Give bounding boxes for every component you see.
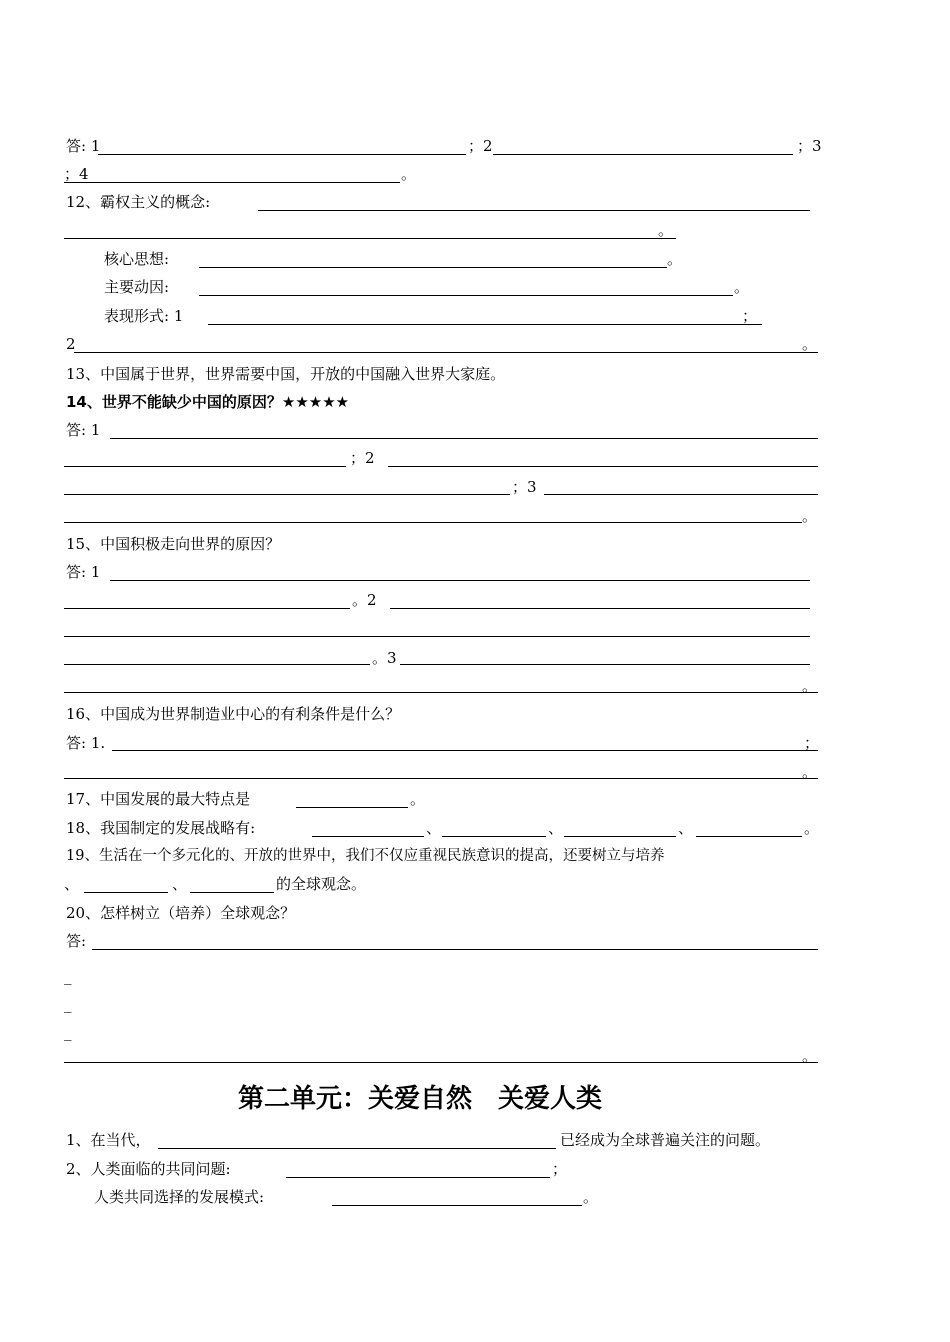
- answer-blank[interactable]: [258, 210, 810, 211]
- q20-title: 20、怎样树立（培养）全球观念？: [66, 904, 296, 922]
- answer-blank[interactable]: [286, 1177, 550, 1178]
- answer-blank[interactable]: [332, 1205, 582, 1206]
- answer-blank[interactable]: [199, 267, 667, 268]
- period: 。: [667, 250, 683, 268]
- q19-tail: 的全球观念。: [276, 875, 367, 893]
- q14-answer-label: 答: 1: [66, 421, 101, 439]
- answer-blank[interactable]: [98, 154, 466, 155]
- importance-stars: ★★★★★: [281, 393, 350, 411]
- answer-blank[interactable]: [64, 466, 346, 467]
- answer-blank[interactable]: [84, 892, 168, 893]
- u2-q2-mode-label: 人类共同选择的发展模式:: [94, 1188, 265, 1206]
- period: 。: [804, 819, 820, 837]
- period: 。: [401, 165, 417, 183]
- q11-answer-label: 答: 1: [66, 137, 101, 155]
- answer-blank[interactable]: [64, 182, 400, 183]
- period: 。: [802, 677, 818, 695]
- unit-heading: 第二单元：关爱自然 关爱人类: [238, 1084, 603, 1114]
- answer-blank[interactable]: [64, 522, 802, 523]
- period: 。: [802, 1047, 818, 1065]
- blank-marker: _: [64, 967, 72, 985]
- answer-blank[interactable]: [64, 664, 370, 665]
- separator: 、: [548, 819, 564, 837]
- answer-blank[interactable]: [564, 836, 676, 837]
- u2-q1-tail: 已经成为全球普遍关注的问题。: [560, 1131, 771, 1149]
- answer-blank[interactable]: [388, 466, 818, 467]
- answer-blank[interactable]: [400, 664, 810, 665]
- answer-blank[interactable]: [92, 949, 818, 950]
- separator: ；2: [468, 137, 493, 155]
- answer-blank[interactable]: [158, 1148, 556, 1149]
- q16-answer-label: 答: 1.: [66, 734, 106, 752]
- blank-marker: _: [64, 1023, 72, 1041]
- separator: ；: [804, 734, 820, 752]
- answer-blank[interactable]: [190, 892, 274, 893]
- q14-title: [66, 392, 349, 412]
- answer-blank[interactable]: [64, 692, 818, 693]
- period: 。: [802, 507, 818, 525]
- separator: 、: [64, 875, 80, 893]
- q14-title-text: 14、世界不能缺少中国的原因？: [66, 393, 282, 411]
- q12-forms-label: 表现形式: 1: [104, 307, 184, 325]
- q15-answer-label: 答: 1: [66, 563, 101, 581]
- answer-blank[interactable]: [74, 352, 818, 353]
- q12-title: 12、霸权主义的概念:: [66, 193, 211, 211]
- q15-title: 15、中国积极走向世界的原因？: [66, 535, 281, 553]
- separator: 。3: [372, 649, 397, 667]
- answer-blank[interactable]: [64, 636, 810, 637]
- separator: ；: [552, 1160, 568, 1178]
- q12-core-label: 核心思想:: [104, 250, 170, 268]
- answer-blank[interactable]: [64, 238, 676, 239]
- u2-q2-text: 2、人类面临的共同问题:: [66, 1160, 231, 1178]
- q16-title: 16、中国成为世界制造业中心的有利条件是什么？: [66, 705, 401, 723]
- u2-q1-text: 1、在当代，: [66, 1131, 151, 1149]
- q20-answer-label: 答:: [66, 932, 87, 950]
- separator: ；2: [350, 449, 375, 467]
- separator: 。2: [352, 591, 377, 609]
- separator: 、: [172, 875, 188, 893]
- separator: ；4: [64, 165, 89, 183]
- q17-text: 17、中国发展的最大特点是: [66, 790, 251, 808]
- q19-text: 19、生活在一个多元化的、开放的世界中，我们不仅应重视民族意识的提高，还要树立与培养: [66, 848, 665, 864]
- q12-motive-label: 主要动因:: [104, 278, 170, 296]
- answer-blank[interactable]: [696, 836, 802, 837]
- answer-blank[interactable]: [312, 836, 424, 837]
- answer-blank[interactable]: [64, 494, 510, 495]
- answer-blank[interactable]: [199, 295, 733, 296]
- separator: ；3: [797, 137, 822, 155]
- separator: 、: [678, 819, 694, 837]
- answer-blank[interactable]: [442, 836, 546, 837]
- answer-blank[interactable]: [296, 807, 408, 808]
- separator: ；: [742, 307, 758, 325]
- answer-blank[interactable]: [110, 438, 818, 439]
- blank-marker: _: [64, 995, 72, 1013]
- answer-blank[interactable]: [64, 778, 818, 779]
- q13-statement: 13、中国属于世界，世界需要中国，开放的中国融入世界大家庭。: [66, 365, 506, 383]
- separator: ；3: [512, 478, 537, 496]
- period: 。: [583, 1188, 599, 1206]
- answer-blank[interactable]: [64, 1062, 818, 1063]
- answer-blank[interactable]: [112, 750, 818, 751]
- answer-blank[interactable]: [64, 608, 350, 609]
- period: 。: [734, 278, 750, 296]
- answer-blank[interactable]: [390, 608, 810, 609]
- period: 。: [802, 335, 818, 353]
- answer-blank[interactable]: [208, 324, 762, 325]
- answer-blank[interactable]: [544, 494, 818, 495]
- item-number: 2: [66, 335, 76, 353]
- q18-text: 18、我国制定的发展战略有:: [66, 819, 256, 837]
- separator: 、: [426, 819, 442, 837]
- period: 。: [410, 790, 426, 808]
- answer-blank[interactable]: [110, 580, 810, 581]
- period: 。: [802, 763, 818, 781]
- period: 。: [658, 221, 674, 239]
- answer-blank[interactable]: [493, 154, 793, 155]
